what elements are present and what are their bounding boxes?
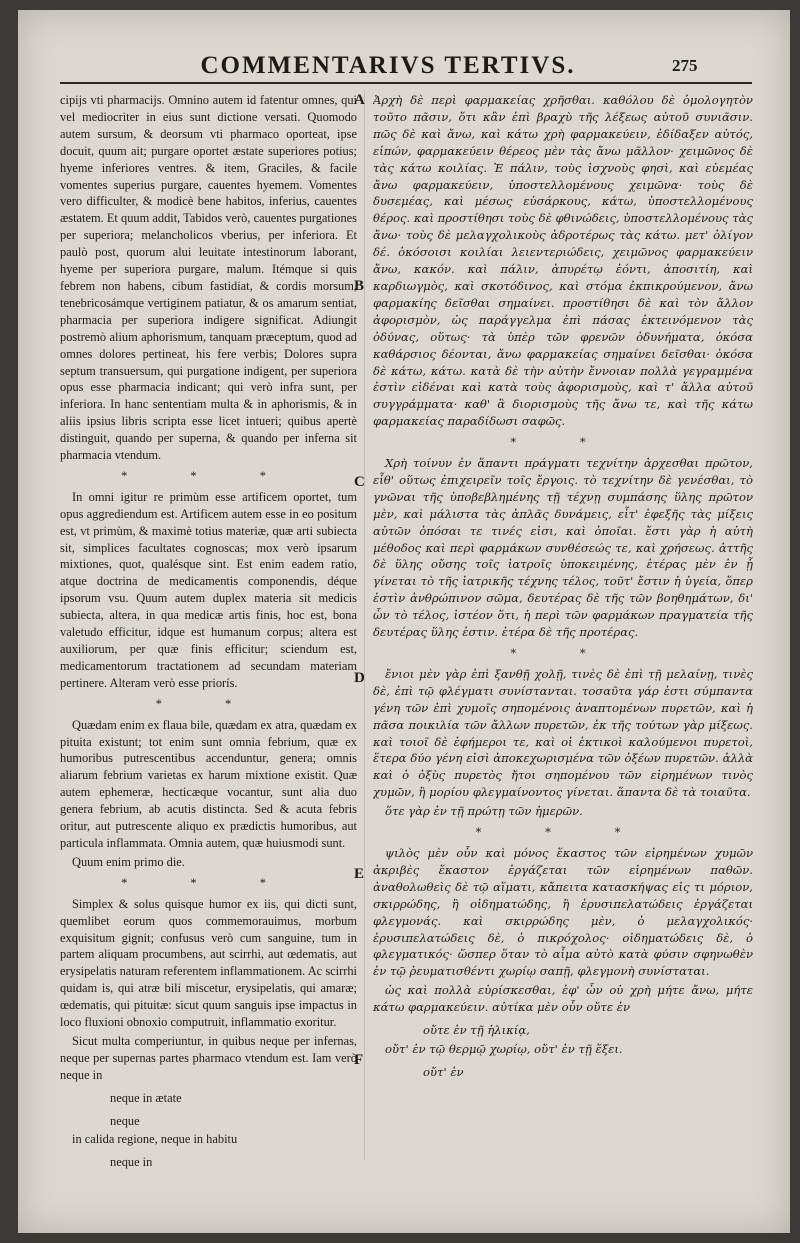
latin-fragment: in calida regione, neque in habitu: [72, 1132, 238, 1147]
running-title: COMMENTARIVS TERTIVS.: [200, 52, 576, 79]
greek-paragraph: ὡς καὶ πολλὰ εὑρίσκεσθαι, ἐφ' ὧν οὐ χρὴ μήτε ἄνω, μήτε κάτω φαρμακεύειν. αὐτίκα μὲν οὖν οὔτε ἐν: [373, 983, 753, 1015]
latin-paragraph: Simplex & solus quisque humor ex iis, qui dicti sunt, quemlibet eorum quos commemorauimus, morbum exquisitum gignit; confusus verò cum sanguine, tum in partem aliquam procumbens, aut scirrhi, aut œdematis, aut erysipelatis naturam referentem inflammationem. Ac scirrhi quidam is, qui atræ bili miscetur, erysipelatis, qui amaræ; œdematis, qui pituitæ: sicut quum sanguis ipse impactus in loco fluxioni obnoxio computruit, inflammatio exoritur.: [60, 896, 357, 1030]
greek-paragraph: Ἀρχὴ δὲ περὶ φαρμακείας χρῆσθαι. καθόλου δὲ ὁμολογητὸν τοῦτο πᾶσιν, ὅτι κἂν ἐπὶ βραχὺ τῆς λέξεως αὐτοῦ συνιᾶσιν. πῶς δὲ καὶ ἄνω, καὶ κάτω χρὴ φαρμακεύειν, ἐδίδαξεν αὐτός, εἰπών, φαρμακεύειν θέρεος μὲν τὰς ἄνω μᾶλλον· χειμῶνος δὲ τὰς κάτω κοιλίας. Ἐ πάλιν, τοὺς ἰσχνοὺς φησὶ, καὶ εὐεμέας ἄνω φαρμακεύειν, ὑποστελλομένους χειμῶνα· τοὺς δὲ δυσεμέας, καὶ μέσως εὐσάρκους, κάτω, ὑποστελλομένους θέρος. καὶ προστίθησι τοὺς δὲ φθινώδεις, ὑποστελλομένους τὰς ἄνω· τοὺς δὲ μελαγχολικοὺς ἁδροτέρως τὰς κάτω. μετ' ὀλίγον δέ. ὁκόσοισι κοιλίαι λειεντεριώδεις, χειμῶνος φαρμακεύειν ἄνω, κακόν. καὶ πάλιν, ἀπυρέτῳ ἐόντι, ἀποσιτίη, καὶ καρδιωγμὸς, καὶ σκοτόδινος, καὶ στόμα ἐκπικρούμενον, ἄνω φαρμακίης δεῖσθαι σημαίνει. προστίθησι δὲ καὶ τὸν ἄλλον ἀφορισμὸν, ὡς παράγγελμα ἐπὶ πάσας ἐκτεινόμενον τὰς ὀδύνας, οὕτως· τὰ ὑπὲρ τῶν φρενῶν ὀδυνήματα, ὁκόσα καθάρσιος δέονται, ἄνω φαρμακείας σημαίνει δεῖσθαι· ὁκόσα δὲ κάτω, κάτω. κατὰ δὲ τὴν αὐτὴν ἔννοιαν πολλὰ γεγραμμένα ἐστὶν εἰδέναι καὶ κατὰ τοὺς ἀφορισμοὺς, καὶ τ' ἄλλα αὐτοῦ συγγράμματα· καθ' ἃ διορισμοὺς τῆς ἄνω τε, καὶ τῆς κάτω φαρμακείας παραδίδωσι σαφῶς.: [373, 93, 753, 429]
margin-marker-f: F: [354, 1052, 364, 1068]
book-page: [18, 10, 790, 1233]
latin-paragraph: Sicut multa comperiuntur, in quibus neque per infernas, neque per supernas partes pharmaco vtendum est. Iam verò neque in: [60, 1033, 357, 1082]
margin-marker-e: E: [354, 866, 365, 882]
latin-paragraph: Quædam enim ex flaua bile, quædam ex atra, quædam ex pituita existunt; tot enim sunt omnia febrium, quæ ex humoribus putrescentibus accenduntur, genera; omnis aliarum febrium varietas ex harum mixtione existit. Quæ autem ephemeræ, hecticæque vocantur, sunt alia duo genera febrium, ab acutis distincta. Sed & acuta febris oritur, aut putrescente aliquo ex prædictis humoribus, aut particula inflammata. Omnia autem, quæ huiusmodi sunt.: [60, 717, 357, 850]
greek-paragraph: ὅτε γὰρ ἐν τῇ πρώτῃ τῶν ἡμερῶν.: [385, 804, 583, 819]
greek-paragraph: ἔνιοι μὲν γὰρ ἐπὶ ξανθῇ χολῇ, τινὲς δὲ ἐπὶ τῇ μελαίνῃ, τινὲς δὲ, ἐπὶ τῷ φλέγματι συνίστανται. τοσαῦτα γάρ ἐστι σύμπαντα γένη τῶν ἐπὶ χυμοῖς σηπομένοις ἀναπτομένων πυρετῶν, καὶ ἡ πᾶσα ποικιλία τῶν ἄλλων πυρετῶν, ἐκ τῆς τούτων γὰρ μίξεως. καὶ τοιοῖ δὲ ἐφήμεροι τε, καὶ οἱ ἑκτικοὶ καλούμενοι πυρετοὶ, ἕτερα δύο γένη εἰσὶ ἀποκεχωρισμένα τῶν ὀξέων πυρετῶν. ἀλλὰ καὶ ὁ ὀξὺς πυρετὸς ἤτοι σηπομένου τῶν εἰρημένων τινὸς χυμῶν, ἢ μορίου φλεγμαίνοντος γίνεται. ἅπαντα δὲ τὰ τοιαῦτα.: [373, 666, 753, 800]
greek-paragraph: ψιλὸς μὲν οὖν καὶ μόνος ἕκαστος τῶν εἰρημένων χυμῶν ἀκριβὲς ἕκαστον ἐργάζεται τῶν εἰρημένων παθῶν. ἀναθολωθεὶς δὲ τῷ αἵματι, κἄπειτα κατασκήψας εἰς τι μόριον, σκιρρώδης, ἢ οἰδηματώδης, ἢ ἐρυσιπελατώδεις ἐργάζεται φλεγμονάς. καὶ σκιρρώδης μὲν, ὁ μελαγχολικός· ἐρυσιπελατώδεις δὲ, ὁ πικρόχολος· οἰδηματώδεις δὲ, ὁ φλεγματικός· ὥσπερ ὅταν τὸ αἷμα αὐτὸ κατὰ φύσιν σφηνωθὲν ἐν τῷ ῥευματισθέντι χωρίῳ σαπῇ, φλεγμονὴ συνίσταται.: [373, 845, 753, 979]
latin-fragment: neque in ætate: [110, 1090, 182, 1105]
margin-markers: [350, 92, 370, 1192]
latin-column: [60, 92, 357, 1233]
omission-stars: * * *: [475, 825, 651, 840]
omission-stars: * * *: [121, 875, 296, 890]
omission-stars: * * *: [121, 468, 296, 483]
latin-fragment: neque in: [110, 1155, 153, 1170]
greek-paragraph: Χρὴ τοίνυν ἐν ἅπαντι πράγματι τεχνίτην ἀρχεσθαι πρῶτον, εἶθ' οὕτως ἐπιχειρεῖν τοῖς ἔργοις. τὸ τεχνίτην δὲ γενέσθαι, τὸ γνῶναι τῆς ὑποβεβλημένης τῇ τέχνῃ συμπάσης ὕλης πρῶτον μὲν, καὶ μάλιστα τὰς ἁπλᾶς δυνάμεις, εἶτ' ἐφεξῆς τὰς μίξεις αὐτῶν ὁπόσαι τε τινές εἰσι, καὶ ὁποῖαι. ἔστι γὰρ ἡ αὐτὴ μέθοδος καὶ περὶ φαρμάκων συνθέσεώς τε, καὶ χρήσεως. ἀττῆς δὲ ὕλης οὔσης τοῖς ἰατροῖς ὑποκειμένης, ἑτέρας μὲν ἐν ᾗ γίνεται τὸ τῆς ἰατρικῆς τέχνης τέλος, τοῦτ' ἔστιν ἡ ὑγεία, ὅπερ ἐστὶν ἀνθρώπινον σῶμα, δευτέρας δὲ τῆς τῶν βοηθημάτων, δι' ὧν τὸ τέλος, ἰστέον ὅτι, ἡ περὶ τῶν φαρμάκων πραγματεία τῆς δευτέρας ὕλης ἐστιν. ἑτέρα δὲ τῆς προτέρας.: [373, 456, 753, 640]
page-number: 275: [672, 56, 698, 75]
latin-paragraph: cipijs vti pharmacijs. Omnino autem id fatentur omnes, qui vel mediocriter in eius sunt dictione versati. Quomodo autem sursum, & deorsum vti pharmaco oporteat, ipse docuit, quum ait; purgare oportet æstate superiores potius; hyeme inferiores ventres. & item, Graciles, & facile vomentes superius purgare, cauentes hyemem. Vomentes vero difficulter, & modicè bene habitos, inferius, cauentes æstatem. Et quum addit, Tabidos verò, cauentes purgationes per superiora; melancholicos vberius, per inferiora. Et paulò post, quorum alui leuitate intestinorum laborant, hyeme per superiora purgare, malum. Itémque si quis febrem non habens, cibum fastidiat, & cordis morsum, tenebricosámque vertiginem patiatur, & os amarum sentiat, pharmacia per superiora indigere significat. Adiungit postremò alium aphorismum, tanquam præceptum, quod ad omnes dolores pertineat, his fere verbis; Dolores supra septum transuersum, qui purgatione indigent, per superiora opus esse pharmacia indicant; qui verò infra sunt, per inferiora. In hanc sententiam multa & in aphorismis, & in aliis ipsius libris scripta esse licet intueri; quibus apertè distinguit, quando per superna, & quando per inferna sit pharmacia vtendum.: [60, 93, 357, 463]
latin-paragraph: In omni igitur re primùm esse artificem oportet, tum opus aggrediendum est. Artificem autem esse in eo positum est, vt primùm, & maximè totius materiæ, quæ arti subiecta sit, simplices facultates cognoscas; mox verò ipsarum mixtiones, quot, qualésque sint. Est enim eadem ratio, atque doctrina de medicamentis componendis, déque ipsorum vsu. Quum autem duplex materia sit medicis subiecta, altera, in qua medicæ artis finis, hoc est, bona valetudo efficitur, idque est humanum corpus; altera est auxiliorum, per quæ finis efficitur; sciendum est, medicamentorum tractationem ad secundam materiam pertinere. Alteram verò esse priorís.: [60, 489, 357, 690]
greek-column: [373, 92, 753, 1233]
omission-stars: * *: [510, 646, 616, 660]
header-rule: [60, 82, 752, 84]
greek-fragment: οὔτ' ἐν τῷ θερμῷ χωρίῳ, οὔτ' ἐν τῇ ἕξει.: [385, 1041, 623, 1056]
margin-marker-b: B: [354, 278, 365, 294]
greek-fragment: οὔτ' ἐν: [423, 1064, 464, 1079]
latin-fragment: neque: [110, 1113, 140, 1128]
omission-stars: * *: [510, 435, 616, 450]
latin-paragraph: Quum enim primo die.: [72, 854, 185, 869]
greek-fragment: οὔτε ἐν τῇ ἡλικίᾳ,: [423, 1023, 530, 1038]
page-header: [18, 52, 790, 88]
omission-stars: * *: [155, 696, 262, 711]
margin-marker-d: D: [354, 670, 365, 686]
margin-marker-a: A: [354, 92, 365, 108]
margin-marker-c: C: [354, 474, 365, 490]
